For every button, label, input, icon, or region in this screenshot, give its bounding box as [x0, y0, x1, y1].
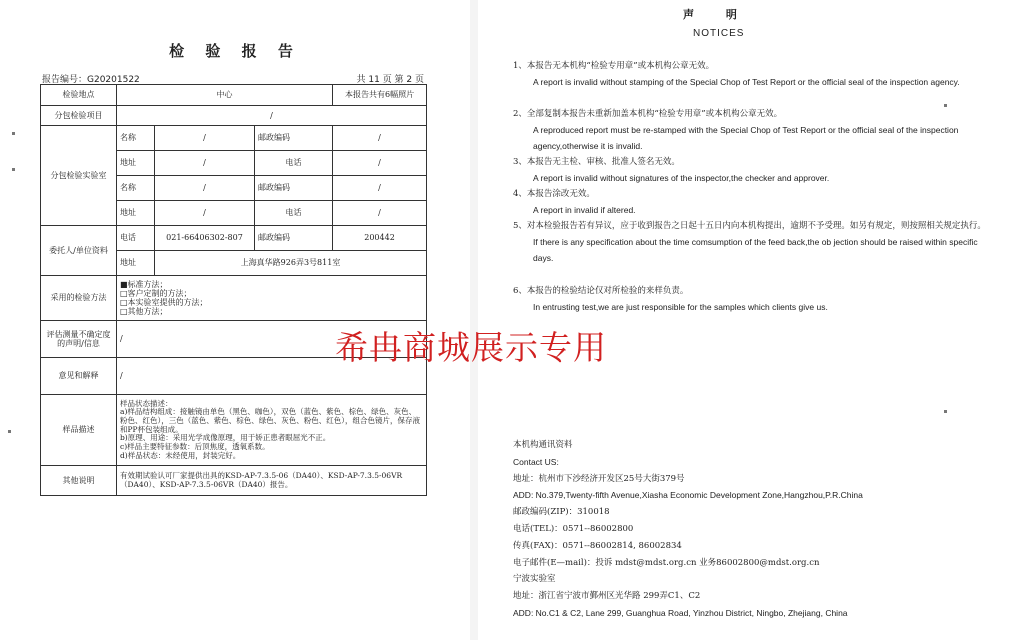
notice-en: A report is invalid without stamping of the Special Chop of Test Report or the official seal of the inspection agency.	[533, 77, 960, 88]
lab-postcode-value: /	[333, 126, 427, 151]
method-standard: ■标准方法；	[120, 279, 168, 289]
notices-page-right	[478, 0, 1024, 640]
scan-speck	[12, 132, 15, 135]
lab-name-label: 名称	[117, 126, 155, 151]
notice-item	[513, 154, 993, 186]
opinion-label: 意见和解释	[41, 358, 117, 395]
opinion-value: /	[117, 358, 427, 395]
contact-block	[513, 437, 1013, 622]
notice-cn: 2、全部复制本报告未重新加盖本机构“检验专用章”或本机构公章无效。	[513, 109, 783, 119]
subcontract-lab-label: 分包检验实验室	[41, 126, 117, 226]
report-title: 检 验 报 告	[169, 42, 301, 60]
lab2-name-value: /	[155, 176, 255, 201]
watermark: 希冉商城展示专用	[335, 328, 607, 367]
method-customer: □客户定制的方法；	[120, 288, 192, 298]
lab-phone-label: 电话	[255, 151, 333, 176]
notice-en: In entrusting test,we are just responsible for the samples which clients give us.	[533, 302, 828, 313]
lab2-postcode-label: 邮政编码	[255, 176, 333, 201]
scan-speck	[12, 168, 15, 171]
client-address: 上海真华路926弄3号811室	[155, 251, 427, 276]
contact-address-cn: 地址：杭州市下沙经济开发区25号大街379号	[513, 473, 685, 484]
contact-fax: 传真(FAX)：0571--86002814, 86002834	[513, 540, 682, 551]
sample-label: 样品描述	[41, 395, 117, 466]
lab2-name-label: 名称	[117, 176, 155, 201]
client-phone-label: 电话	[117, 226, 155, 251]
notice-en: A report is invalid without signatures of the inspector,the checker and approver.	[533, 173, 830, 184]
client-address-label: 地址	[117, 251, 155, 276]
method-other: □其他方法；	[120, 307, 168, 317]
contact-tel: 电话(TEL)：0571--86002800	[513, 523, 634, 534]
contact-lab-address-cn: 地址：浙江省宁波市鄞州区光华路 299弄C1、C2	[513, 591, 701, 602]
notice-cn: 5、对本检验报告若有异议，应于收到报告之日起十五日内向本机构提出，逾期不予受理。如另有规定，则按照相关规定执行。	[513, 221, 986, 231]
method-options	[117, 276, 427, 321]
lab-address-value: /	[155, 151, 255, 176]
notice-item	[513, 186, 993, 218]
contact-zip: 邮政编码(ZIP)：310018	[513, 507, 610, 518]
lab2-address-label: 地址	[117, 201, 155, 226]
notice-item	[513, 283, 993, 315]
report-number: 报告编号：G20201522	[42, 75, 140, 85]
sample-line: c)样品主要特征参数：后顶焦度，透氧系数。	[120, 441, 270, 451]
notice-cn: 1、本报告无本机构“检验专用章”或本机构公章无效。	[513, 61, 715, 71]
lab2-phone-label: 电话	[255, 201, 333, 226]
contact-heading-en: Contact US:	[513, 456, 559, 467]
photos-note: 本报告共有6幅照片	[333, 85, 427, 106]
notice-en: If there is any specification about the time comsumption of the feed back,the ob jection should be raised within specific days.	[533, 237, 978, 264]
notice-cn: 3、本报告无主检、审核、批准人签名无效。	[513, 157, 680, 167]
contact-address-en: ADD: No.379,Twenty-fifth Avenue,Xiasha Economic Development Zone,Hangzhou,P.R.China	[513, 490, 863, 501]
scan-speck	[8, 430, 11, 433]
scan-speck	[944, 104, 947, 107]
inspection-location-value: 中心	[117, 85, 333, 106]
lab-phone-value: /	[333, 151, 427, 176]
sample-line: a)样品结构组成：接触镜由单色（黑色、咖色），双色（蓝色、紫色、棕色、绿色、灰色、粉色、红色），三色（蓝色、紫色、棕色、绿色、灰色、粉色、红色），组合色镜片，保存液和PP杯包装组成。	[120, 407, 420, 434]
notice-item	[513, 106, 993, 155]
contact-email: 电子邮件(E—mail)：投诉 mdst@mdst.org.cn 业务86002800@mdst.org.cn	[513, 557, 820, 568]
notices-title: 声 明	[683, 8, 751, 21]
client-label: 委托人/单位资料	[41, 226, 117, 276]
sample-line: 样品状态描述：	[120, 398, 173, 408]
notices-subtitle: NOTICES	[693, 28, 745, 39]
notice-item	[513, 218, 993, 267]
other-value: 有效期试验认可厂家提供出具的KSD-AP-7.3.5-06（DA40）、KSD-AP-7.3.5-06VR（DA40）、KSD-AP-7.3.5-06VR（DA40）报告。	[117, 466, 427, 496]
uncertainty-label: 评估测量不确定度的声明/信息	[41, 321, 117, 358]
subcontract-item-label: 分包检验项目	[41, 106, 117, 126]
lab-name-value: /	[155, 126, 255, 151]
notice-cn: 6、本报告的检验结论仅对所检验的来样负责。	[513, 286, 689, 296]
client-phone: 021-66406302-807	[155, 226, 255, 251]
subcontract-item-value: /	[117, 106, 427, 126]
notice-en: A reproduced report must be re-stamped with the Special Chop of Test Report or the official seal of the inspection agency,otherwise it is invalid.	[533, 125, 959, 152]
sample-line: d)样品状态：未经使用，封装完好。	[120, 450, 241, 460]
report-page-left	[0, 0, 470, 640]
contact-heading-cn: 本机构通讯资料	[513, 440, 573, 450]
sample-description	[117, 395, 427, 466]
lab2-phone-value: /	[333, 201, 427, 226]
contact-lab: 宁波实验室	[513, 574, 556, 585]
uncertainty-value: /	[117, 321, 427, 358]
client-postcode: 200442	[333, 226, 427, 251]
lab-postcode-label: 邮政编码	[255, 126, 333, 151]
page-number: 共 11 页 第 2 页	[356, 75, 424, 85]
notice-cn: 4、本报告涂改无效。	[513, 189, 595, 199]
sample-line: b)原理、用途：采用光学成像原理，用于矫正患者眼屈光不正。	[120, 433, 331, 443]
client-postcode-label: 邮政编码	[255, 226, 333, 251]
method-lab: □本实验室提供的方法；	[120, 298, 208, 307]
contact-lab-address-en: ADD: No.C1 & C2, Lane 299, Guanghua Road, Yinzhou District, Ningbo, Zhejiang, China	[513, 607, 848, 618]
method-label: 采用的检验方法	[41, 276, 117, 321]
notice-en: A report in invalid if altered.	[533, 205, 636, 216]
scan-speck	[944, 410, 947, 413]
lab2-postcode-value: /	[333, 176, 427, 201]
lab-address-label: 地址	[117, 151, 155, 176]
lab2-address-value: /	[155, 201, 255, 226]
page-gutter	[470, 0, 478, 640]
inspection-location-label: 检验地点	[41, 85, 117, 106]
report-table	[40, 84, 427, 496]
notice-item	[513, 58, 993, 90]
other-label: 其他说明	[41, 466, 117, 496]
